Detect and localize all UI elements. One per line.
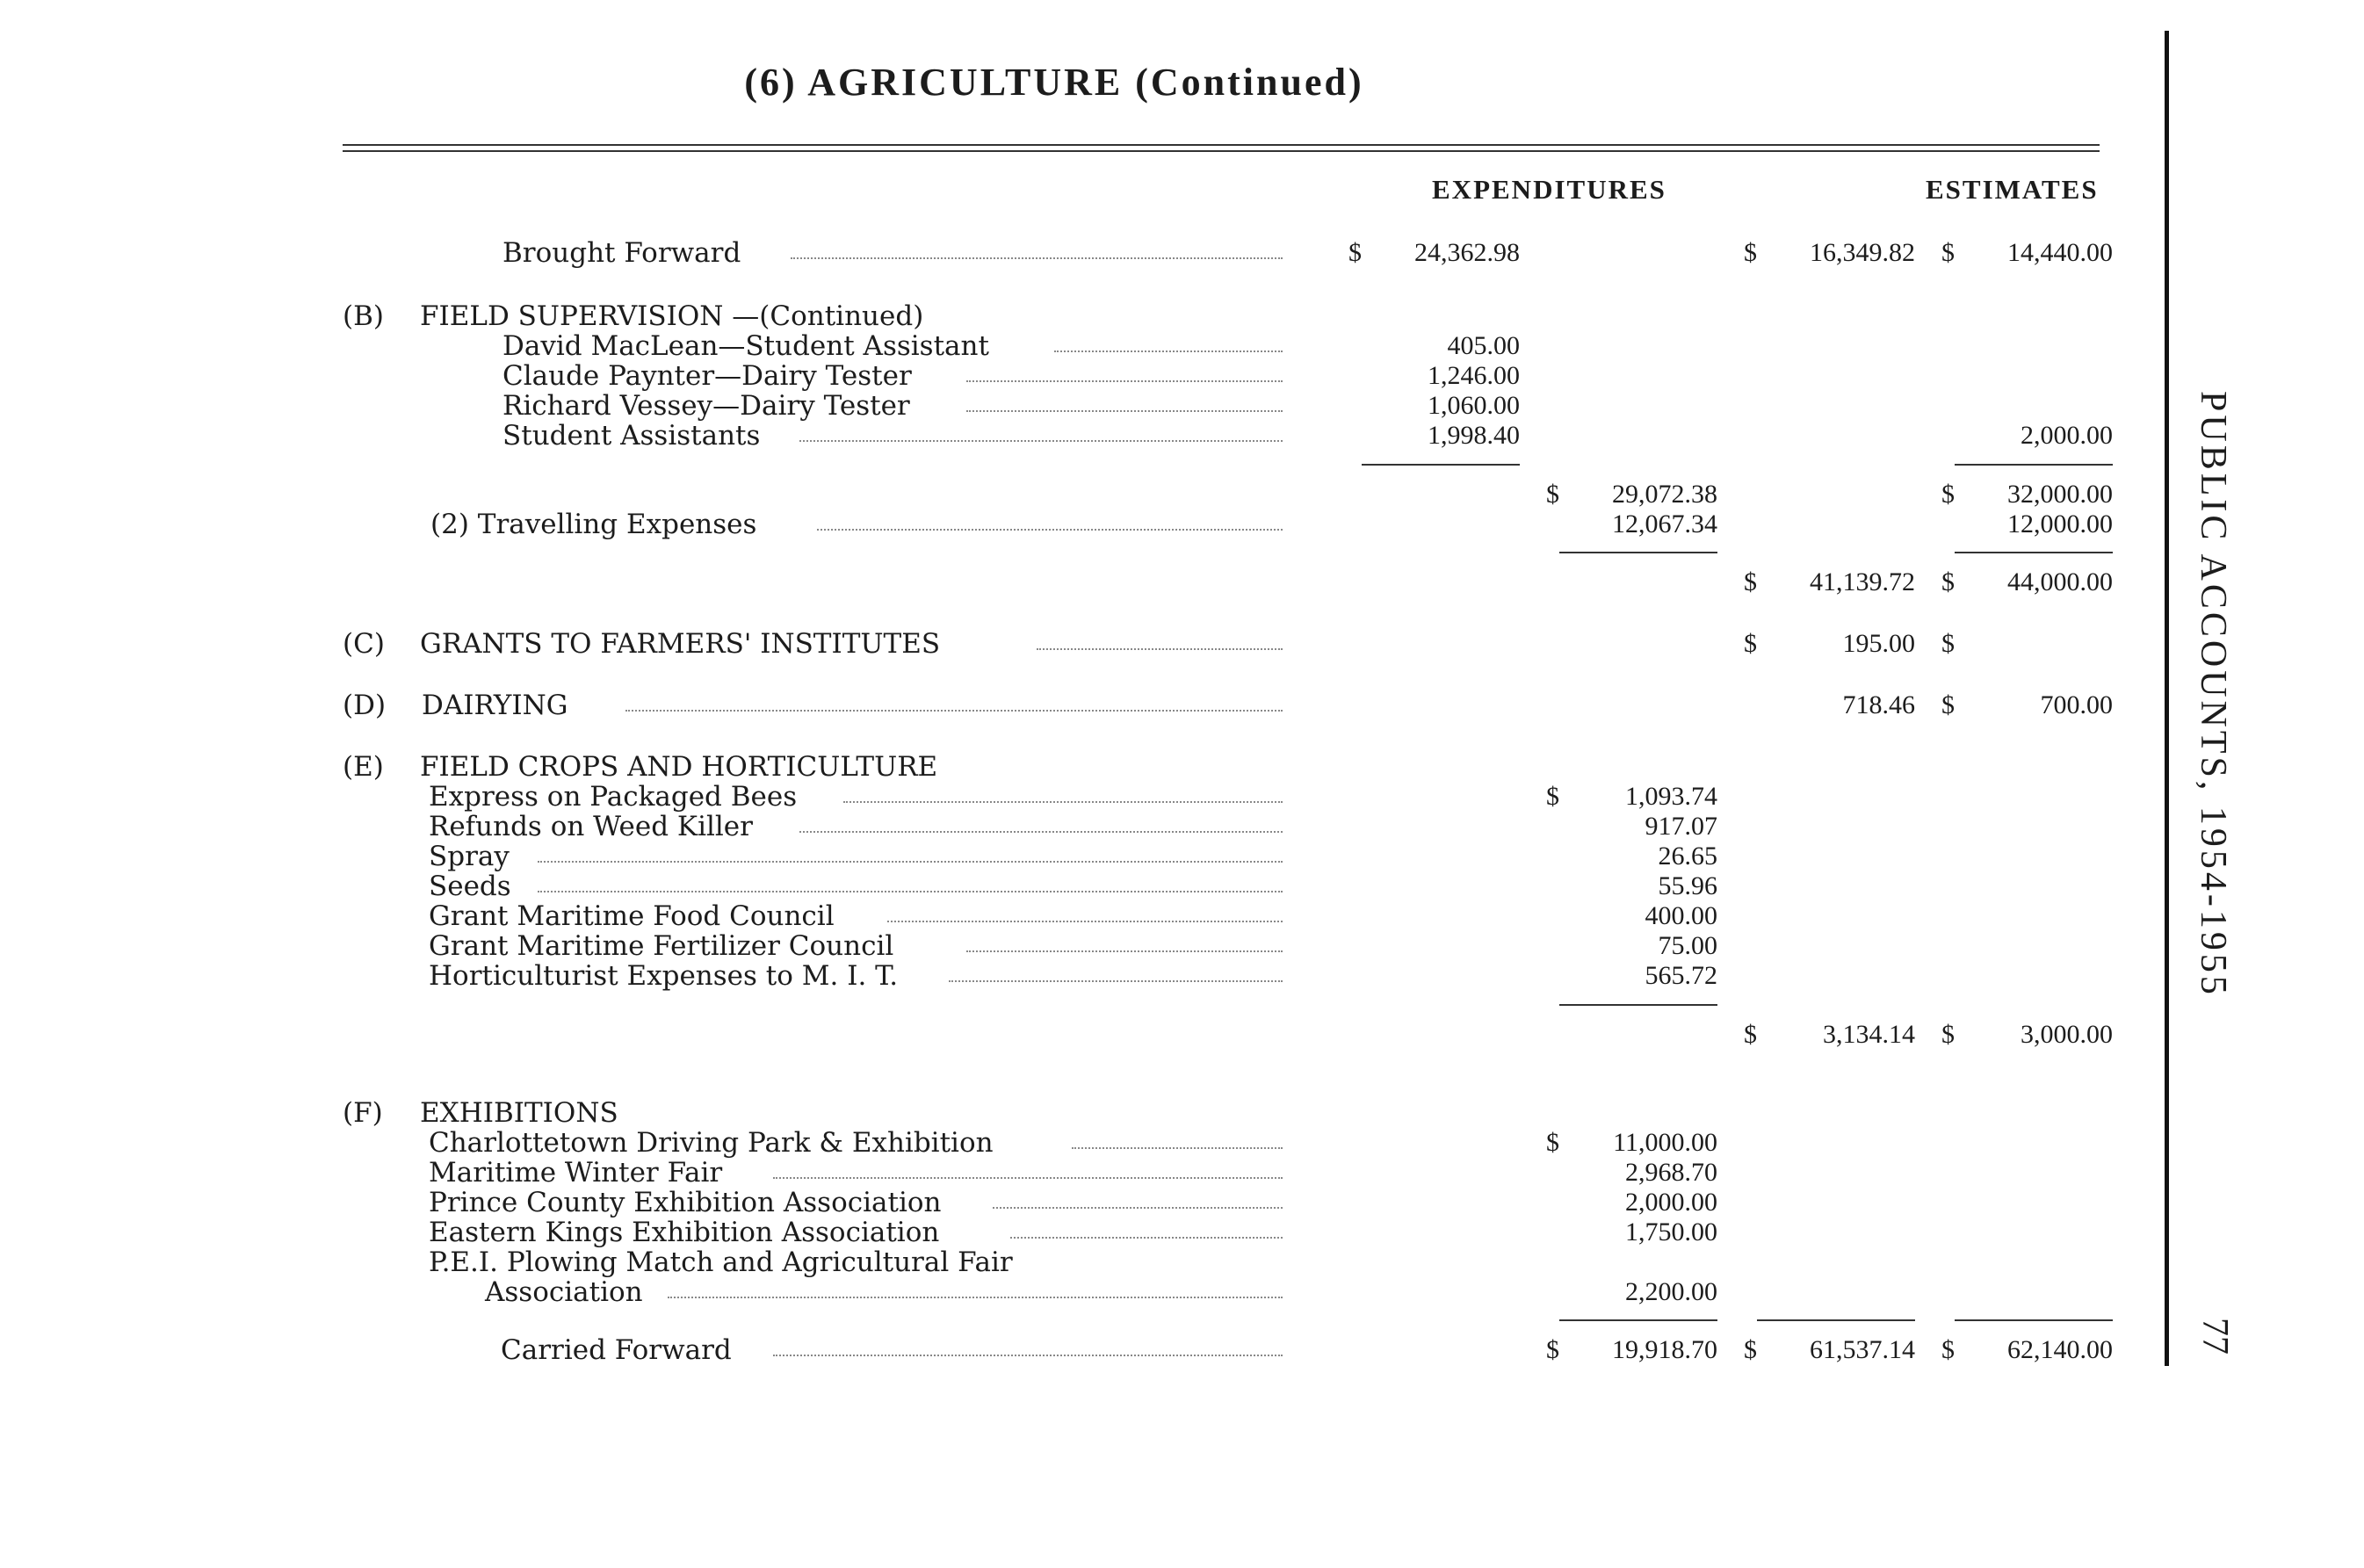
- amount-cell: 1,750.00: [1625, 1218, 1717, 1246]
- amount-cell: 3,134.14: [1823, 1020, 1915, 1049]
- table-row: [0, 1188, 2144, 1218]
- table-row: [0, 901, 2144, 931]
- amount-cell: 14,440.00: [2007, 238, 2113, 267]
- table-row: [0, 480, 2144, 509]
- table-row: [0, 238, 2144, 268]
- amount-cell: 917.07: [1645, 812, 1717, 841]
- row-label: EXHIBITIONS: [420, 1097, 618, 1129]
- row-label: Maritime Winter Fair: [429, 1157, 723, 1189]
- table-row: [0, 1247, 2144, 1277]
- table-row: [0, 842, 2144, 871]
- table-row: [0, 629, 2144, 659]
- table-row: [0, 567, 2144, 597]
- row-label: P.E.I. Plowing Match and Agricultural Fair: [429, 1246, 1013, 1278]
- row-label: Seeds: [429, 871, 511, 902]
- row-label: Spray: [429, 841, 510, 872]
- amount-cell: 2,968.70: [1625, 1158, 1717, 1187]
- amount-cell: 1,246.00: [1428, 361, 1520, 390]
- leader-dots: [799, 440, 1283, 442]
- dollar-sign: $: [1744, 1020, 1757, 1049]
- leader-dots: [1072, 1147, 1283, 1149]
- leader-dots: [817, 529, 1283, 531]
- running-head: PUBLIC ACCOUNTS, 1954-1955: [2193, 391, 2233, 998]
- amount-cell: 2,200.00: [1625, 1277, 1717, 1306]
- table-row: [0, 782, 2144, 812]
- row-label: Carried Forward: [501, 1334, 732, 1366]
- page-title: (6) AGRICULTURE (Continued): [744, 61, 1364, 104]
- table-row: [0, 1020, 2144, 1050]
- leader-dots: [799, 831, 1283, 833]
- section-code: (D): [343, 690, 387, 721]
- table-row: [0, 812, 2144, 842]
- amount-cell: 718.46: [1842, 690, 1915, 719]
- dollar-sign: $: [1546, 480, 1559, 509]
- leader-dots: [993, 1207, 1283, 1209]
- leader-dots: [538, 861, 1283, 863]
- table-row: [0, 1158, 2144, 1188]
- amount-cell: 1,093.74: [1625, 782, 1717, 811]
- subtotal-rule: [1757, 1319, 1915, 1321]
- amount-cell: 29,072.38: [1612, 480, 1717, 509]
- subtotal-rule: [1362, 464, 1520, 466]
- table-row: [0, 871, 2144, 901]
- table-row: [0, 509, 2144, 539]
- amount-cell: 2,000.00: [1625, 1188, 1717, 1217]
- leader-dots: [1010, 1237, 1283, 1239]
- dollar-sign: $: [1546, 1335, 1559, 1364]
- header-rule: [343, 144, 2100, 146]
- amount-cell: 1,998.40: [1428, 421, 1520, 450]
- row-label: Eastern Kings Exhibition Association: [429, 1217, 940, 1248]
- leader-dots: [1037, 648, 1283, 650]
- amount-cell: 16,349.82: [1810, 238, 1915, 267]
- row-label: Richard Vessey—Dairy Tester: [502, 390, 910, 422]
- amount-cell: 12,000.00: [2007, 509, 2113, 538]
- row-label: Grant Maritime Fertilizer Council: [429, 930, 894, 962]
- row-label: Brought Forward: [502, 237, 741, 269]
- dollar-sign: $: [1744, 629, 1757, 658]
- subtotal-rule: [1955, 464, 2113, 466]
- table-row: [0, 1218, 2144, 1247]
- table-row: [0, 331, 2144, 361]
- dollar-sign: $: [1546, 782, 1559, 811]
- row-label: FIELD CROPS AND HORTICULTURE: [420, 751, 938, 783]
- amount-cell: 700.00: [2040, 690, 2113, 719]
- amount-cell: 565.72: [1645, 961, 1717, 990]
- row-label: Association: [485, 1276, 643, 1308]
- amount-cell: 12,067.34: [1612, 509, 1717, 538]
- leader-dots: [887, 921, 1283, 922]
- estimates-heading: ESTIMATES: [1926, 174, 2099, 205]
- amount-cell: 55.96: [1658, 871, 1717, 900]
- leader-dots: [791, 257, 1283, 259]
- amount-cell: 41,139.72: [1810, 567, 1915, 596]
- leader-dots: [949, 980, 1283, 982]
- amount-cell: 2,000.00: [2021, 421, 2113, 450]
- amount-cell: 405.00: [1447, 331, 1520, 360]
- amount-cell: 44,000.00: [2007, 567, 2113, 596]
- leader-dots: [966, 380, 1283, 382]
- row-label: David MacLean—Student Assistant: [502, 330, 989, 362]
- leader-dots: [773, 1177, 1283, 1179]
- subtotal-rule: [1955, 552, 2113, 553]
- table-row: [0, 931, 2144, 961]
- table-row: [0, 391, 2144, 421]
- dollar-sign: $: [1744, 1335, 1757, 1364]
- amount-cell: 400.00: [1645, 901, 1717, 930]
- leader-dots: [538, 891, 1283, 892]
- dollar-sign: $: [1941, 238, 1955, 267]
- section-code: (E): [343, 751, 384, 783]
- row-label: Charlottetown Driving Park & Exhibition: [429, 1127, 994, 1159]
- table-row: [0, 1277, 2144, 1307]
- row-label: Horticulturist Expenses to M. I. T.: [429, 960, 899, 992]
- subtotal-rule: [1559, 1319, 1717, 1321]
- amount-cell: 3,000.00: [2021, 1020, 2113, 1049]
- section-code: (C): [343, 628, 385, 660]
- leader-dots: [668, 1297, 1283, 1298]
- dollar-sign: $: [1941, 690, 1955, 719]
- dollar-sign: $: [1546, 1128, 1559, 1157]
- dollar-sign: $: [1941, 567, 1955, 596]
- section-heading: [0, 1098, 2144, 1128]
- row-label: Grant Maritime Food Council: [429, 900, 835, 932]
- leader-dots: [625, 710, 1283, 712]
- amount-cell: 1,060.00: [1428, 391, 1520, 420]
- row-label: Express on Packaged Bees: [429, 781, 798, 813]
- table-row: [0, 690, 2144, 720]
- section-code: (B): [343, 300, 384, 332]
- header-rule: [343, 150, 2100, 152]
- amount-cell: 24,362.98: [1414, 238, 1520, 267]
- row-label: GRANTS TO FARMERS' INSTITUTES: [420, 628, 941, 660]
- table-row: [0, 421, 2144, 451]
- subtotal-rule: [1559, 1004, 1717, 1006]
- table-row: [0, 961, 2144, 991]
- leader-dots: [1054, 350, 1283, 352]
- amount-cell: 75.00: [1658, 931, 1717, 960]
- table-row: [0, 1335, 2144, 1365]
- row-label: FIELD SUPERVISION —(Continued): [420, 300, 924, 332]
- amount-cell: 26.65: [1658, 842, 1717, 871]
- row-label: Prince County Exhibition Association: [429, 1187, 942, 1218]
- leader-dots: [966, 410, 1283, 412]
- row-label: Claude Paynter—Dairy Tester: [502, 360, 912, 392]
- dollar-sign: $: [1941, 1335, 1955, 1364]
- margin-rule: [2165, 31, 2169, 1366]
- dollar-sign: $: [1744, 238, 1757, 267]
- section-heading: [0, 752, 2144, 782]
- table-row: [0, 361, 2144, 391]
- expenditures-heading: EXPENDITURES: [1432, 174, 1666, 205]
- section-code: (F): [343, 1097, 383, 1129]
- leader-dots: [966, 950, 1283, 952]
- row-label: Student Assistants: [502, 420, 761, 452]
- subtotal-rule: [1955, 1319, 2113, 1321]
- amount-cell: 11,000.00: [1613, 1128, 1717, 1157]
- amount-cell: 61,537.14: [1810, 1335, 1915, 1364]
- row-label: (2) Travelling Expenses: [430, 509, 757, 540]
- amount-cell: 62,140.00: [2007, 1335, 2113, 1364]
- amount-cell: 195.00: [1842, 629, 1915, 658]
- dollar-sign: $: [1941, 480, 1955, 509]
- subtotal-rule: [1559, 552, 1717, 553]
- dollar-sign: $: [1941, 629, 1955, 658]
- page-number: 77: [2194, 1318, 2235, 1355]
- row-label: DAIRYING: [422, 690, 568, 721]
- amount-cell: 19,918.70: [1612, 1335, 1717, 1364]
- dollar-sign: $: [1348, 238, 1362, 267]
- dollar-sign: $: [1941, 1020, 1955, 1049]
- dollar-sign: $: [1744, 567, 1757, 596]
- leader-dots: [773, 1355, 1283, 1356]
- table-row: [0, 1128, 2144, 1158]
- row-label: Refunds on Weed Killer: [429, 811, 753, 842]
- leader-dots: [843, 801, 1283, 803]
- section-heading: [0, 301, 2144, 331]
- amount-cell: 32,000.00: [2007, 480, 2113, 509]
